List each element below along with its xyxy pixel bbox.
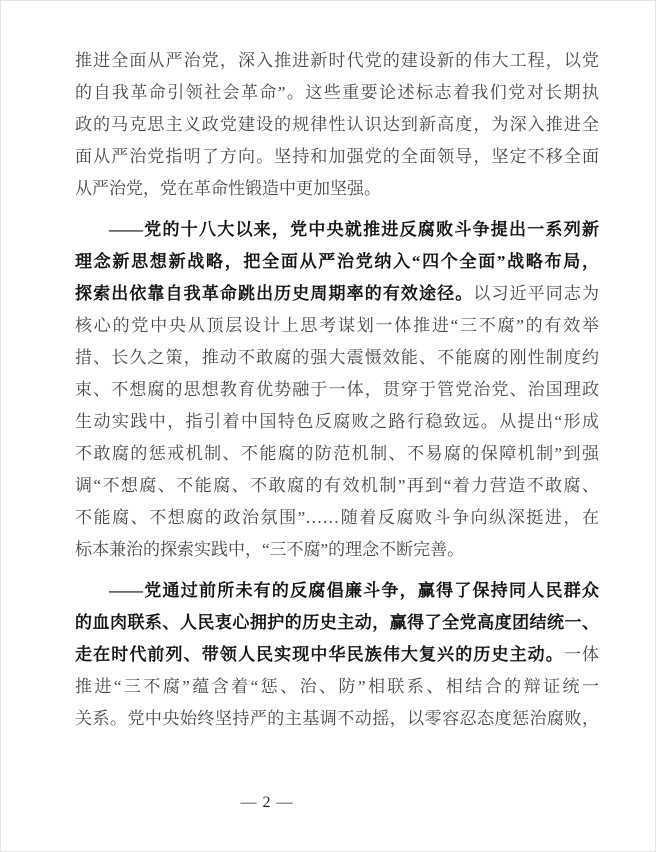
bold-text-segment: ——党通过前所未有的反腐倡廉斗争，赢得了保持同人民群众: [109, 581, 599, 600]
paragraph: [75, 214, 599, 566]
document-body: [75, 45, 599, 735]
text-line: [75, 109, 599, 141]
text-line: [75, 470, 599, 502]
text-segment: 关系。党中央始终坚持严的主基调不动摇，以零容忍态度惩治腐败，: [75, 709, 599, 728]
text-line: [75, 342, 599, 374]
text-line: [75, 607, 599, 639]
text-line: [75, 639, 599, 671]
text-segment: 生动实践中，指引着中国特色反腐败之路行稳致远。从提出“形成: [75, 412, 599, 431]
bold-text-segment: 探索出依靠自我革命跳出历史周期率的有效途径。: [75, 284, 474, 303]
text-line: [75, 310, 599, 342]
text-segment: 核心的党中央从顶层设计上思考谋划一体推进“三不腐”的有效举: [75, 316, 599, 335]
text-segment: 束、不想腐的思想教育优势融于一体，贯穿于管党治党、治国理政: [75, 380, 599, 399]
text-line: [75, 406, 599, 438]
text-segment: 政的马克思主义政党建设的规律性认识达到新高度，为深入推进全: [75, 115, 599, 134]
text-segment: 以习近平同志为: [473, 284, 599, 303]
bold-text-segment: 走在时代前列、带领人民实现中华民族伟大复兴的历史主动。: [75, 645, 564, 664]
text-segment: 措、长久之策，推动不敢腐的强大震慑效能、不能腐的刚性制度约: [75, 348, 599, 367]
text-segment: 从严治党，党在革命性锻造中更加坚强。: [75, 179, 381, 198]
text-line: [75, 534, 599, 566]
text-segment: 的自我革命引领社会革命”。这些重要论述标志着我们党对长期执: [75, 83, 599, 102]
text-segment: 一体: [563, 645, 599, 664]
text-line: [75, 703, 599, 735]
page-number: — 2 —: [240, 794, 294, 811]
text-segment: 推进全面从严治党，深入推进新时代党的建设新的伟大工程，以党: [75, 51, 599, 70]
paragraph: [75, 45, 599, 205]
text-segment: 推进“三不腐”蕴含着“惩、治、防”相联系、相结合的辩证统一: [75, 677, 599, 696]
text-line: [75, 502, 599, 534]
bold-text-segment: 理念新思想新战略，把全面从严治党纳入“四个全面”战略布局，: [75, 252, 599, 271]
text-line: [75, 278, 599, 310]
text-line: [75, 671, 599, 703]
paragraph: [75, 575, 599, 735]
text-line: [75, 438, 599, 470]
text-segment: 调“不想腐、不能腐、不敢腐的有效机制”再到“着力营造不敢腐、: [75, 476, 599, 495]
text-line: [75, 45, 599, 77]
text-line: [75, 141, 599, 173]
text-line: [75, 173, 599, 205]
text-line: [75, 77, 599, 109]
text-segment: 标本兼治的探索实践中，“三不腐”的理念不断完善。: [75, 540, 465, 559]
text-line: [75, 214, 599, 246]
bold-text-segment: 的血肉联系、人民衷心拥护的历史主动，赢得了全党高度团结统一、: [75, 613, 599, 632]
text-line: [75, 246, 599, 278]
bold-text-segment: ——党的十八大以来，党中央就推进反腐败斗争提出一系列新: [109, 220, 599, 239]
text-segment: 不敢腐的惩戒机制、不能腐的防范机制、不易腐的保障机制”到强: [75, 444, 599, 463]
text-line: [75, 575, 599, 607]
text-segment: 不能腐、不想腐的政治氛围”……随着反腐败斗争向纵深挺进，在: [75, 508, 599, 527]
text-segment: 面从严治党指明了方向。坚持和加强党的全面领导，坚定不移全面: [75, 147, 599, 166]
text-line: [75, 374, 599, 406]
